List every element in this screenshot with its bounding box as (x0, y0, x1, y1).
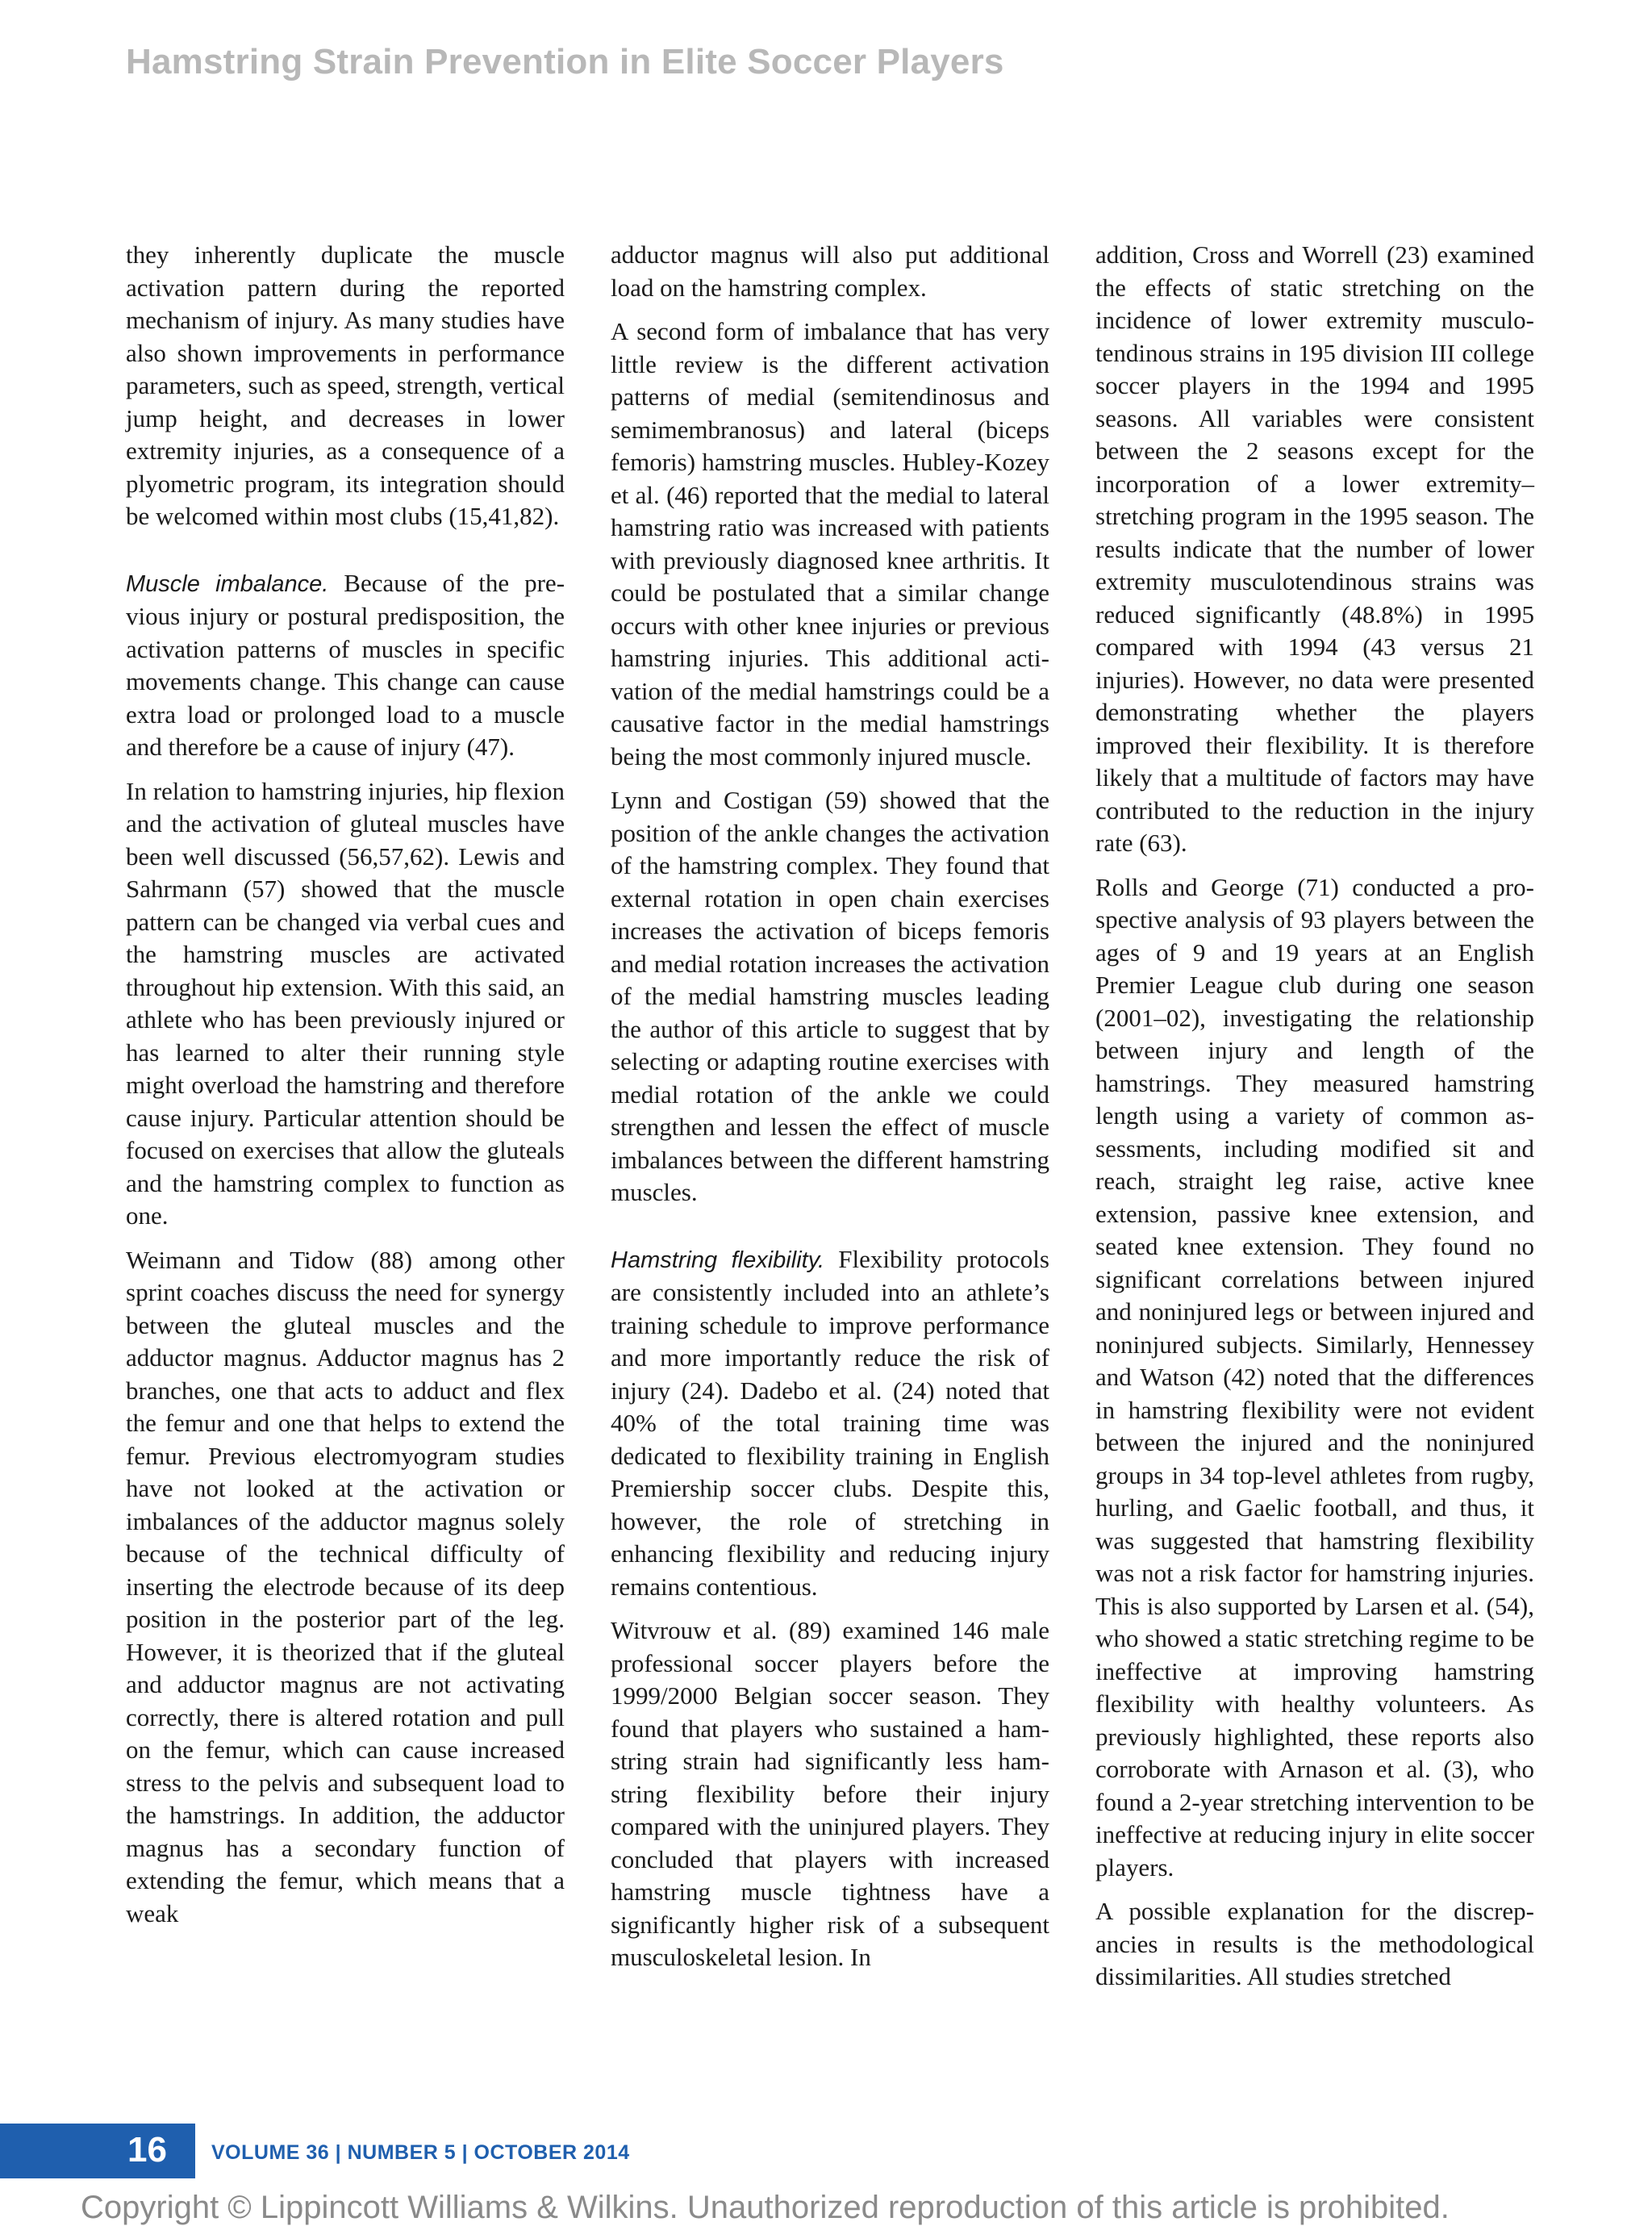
paragraph-text: Because of the previous injury or postural predisposition, the activation patterns of muscles in specific movements change. This change can cause extra load or prolonged load to a muscle and therefore be a cause of injury (47). (126, 568, 565, 761)
paragraph (1095, 239, 1534, 860)
paragraph (611, 239, 1049, 304)
text-column-1 (126, 239, 565, 1941)
paragraph-text: adductor magnus will also put additional load on the hamstring complex. (611, 240, 1049, 302)
paragraph (611, 784, 1049, 1209)
paragraph-text: A possible explanation for the discrepancies in results is the methodological dissimilarities. All studies stretched (1095, 1897, 1534, 1990)
paragraph (611, 1243, 1049, 1604)
issue-info: VOLUME 36 | NUMBER 5 | OCTOBER 2014 (211, 2141, 630, 2164)
paragraph (1095, 871, 1534, 1885)
paragraph (126, 239, 565, 533)
copyright-notice: Copyright © Lippincott Williams & Wilkins. Unauthorized reproduction of this article is prohibited. (81, 2190, 1450, 2225)
paragraph (126, 1244, 565, 1931)
paragraph (611, 1614, 1049, 1974)
paragraph-text: In relation to hamstring injuries, hip flexion and the activation of gluteal muscles have been well discussed (56,57,62). Lewis and Sahrmann (57) showed that the muscle pattern can be changed via verbal cues and the hamstring muscles are activated throughout hip extension. With this said, an athlete who has been previously injured or has learned to alter their running style might overload the hamstring and therefore cause injury. Particular attention should be focused on exercises that allow the gluteals and the hamstring complex to function as one. (126, 776, 565, 1230)
paragraph-text: they inherently duplicate the muscle activation pattern during the reported mechanism of injury. As many studies have also shown improvements in performance parameters, such as speed, strength, vertical jump height, and decreases in lower extremity injuries, as a consequence of a plyometric program, its integration should be welcomed within most clubs (15,41,82). (126, 240, 565, 530)
paragraph (1095, 1895, 1534, 1994)
section-run-in-heading: Muscle imbalance. (126, 570, 329, 597)
paragraph-text: Lynn and Costigan (59) showed that the position of the ankle changes the activation of the hamstring complex. They found that external rotation in open chain exercises increases the activation of biceps femoris and medial rotation increases the activation of the medial hamstring muscles leading the author of this article to suggest that by selecting or adapting routine exercises with medial rotation of the ankle we could strengthen and lessen the effect of muscle imbalances between the different hamstring muscles. (611, 786, 1049, 1206)
paragraph-text: Flexibility protocols are consistently included into an athlete’s training schedule to improve performance and more importantly reduce the risk of injury (24). Dadebo et al. (24) noted that 40% of the total training time was dedicated to flexibility training in English Premiership soccer clubs. Despite this, however, the role of stretching in enhancing flexibility and reducing injury remains contentious. (611, 1244, 1049, 1601)
paragraph-text: A second form of imbalance that has very little review is the different activation patterns of medial (semitendinosus and semimembranosus) and lateral (biceps femoris) hamstring muscles. Hubley-Kozey et al. (46) reported that the medial to lateral hamstring ratio was increased with patients with previously diagnosed knee arthritis. It could be postulated that a similar change occurs with other knee injuries or previous hamstring injuries. This additional activation of the medial hamstrings could be a causative factor in the medial hamstrings being the most commonly injured muscle. (611, 317, 1049, 771)
paragraph (126, 775, 565, 1233)
text-column-2 (611, 239, 1049, 1986)
text-column-3 (1095, 239, 1534, 2005)
running-head: Hamstring Strain Prevention in Elite Soccer Players (126, 42, 1004, 81)
paragraph (126, 567, 565, 764)
paragraph-text: Rolls and George (71) conducted a prospective analysis of 93 players between the ages of 9 and 19 years at an English Premier League club during one season (2001–02), investigating the relationship between injury and length of the hamstrings. They measured hamstring length using a variety of common assessments, including modified sit and reach, straight leg raise, active knee extension, passive knee extension, and seated knee extension. They found no significant correlations between injured and noninjured legs or between injured and noninjured subjects. Similarly, Hennessey and Watson (42) noted that the differences in hamstring flexibility were not evident between the injured and the noninjured groups in 34 top-level athletes from rugby, hurling, and Gaelic football, and thus, it was suggested that hamstring flexibility was not a risk factor for hamstring injuries. This is also supported by Larsen et al. (54), who showed a static stretching regime to be ineffective at improving hamstring flexibility with healthy volunteers. As previously highlighted, these reports also corroborate with Arnason et al. (3), who found a 2-year stretching intervention to be ineffective at reducing injury in elite soccer players. (1095, 872, 1534, 1881)
paragraph-text: addition, Cross and Worrell (23) examined the effects of static stretching on the incidence of lower extremity musculotendinous strains in 195 division III college soccer players in the 1994 and 1995 seasons. All variables were consistent between the 2 seasons except for the incorporation of a lower extremity–stretching program in the 1995 season. The results indicate that the number of lower extremity musculotendinous strains was reduced significantly (48.8%) in 1995 compared with 1994 (43 versus 21 injuries). However, no data were presented demonstrating whether the players improved their flexibility. It is therefore likely that a multitude of factors may have contributed to the reduction in the injury rate (63). (1095, 240, 1534, 857)
section-run-in-heading: Hamstring flexibility. (611, 1247, 825, 1273)
paragraph-text: Weimann and Tidow (88) among other sprint coaches discuss the need for synergy between the gluteal muscles and the adductor magnus. Adductor magnus has 2 branches, one that acts to adduct and flex the femur and one that helps to extend the femur. Previous electromyogram studies have not looked at the activation or imbalances of the adductor magnus solely because of the technical difficulty of inserting the electrode because of its deep position in the posterior part of the leg. However, it is theorized that if the gluteal and adductor magnus are not activating correctly, there is altered rotation and pull on the femur, which can cause increased stress to the pelvis and subsequent load to the hamstrings. In addition, the adductor magnus has a secondary function of extending the femur, which means that a weak (126, 1245, 565, 1927)
paragraph-text: Witvrouw et al. (89) examined 146 male professional soccer players before the 1999/2000 Belgian soccer season. They found that players who sustained a hamstring strain had significantly less hamstring flexibility before their injury compared with the uninjured players. They concluded that players with increased hamstring muscle tightness have a significantly higher risk of a subsequent musculoskeletal lesion. In (611, 1616, 1049, 1971)
paragraph (611, 315, 1049, 773)
page-number: 16 (127, 2130, 167, 2170)
